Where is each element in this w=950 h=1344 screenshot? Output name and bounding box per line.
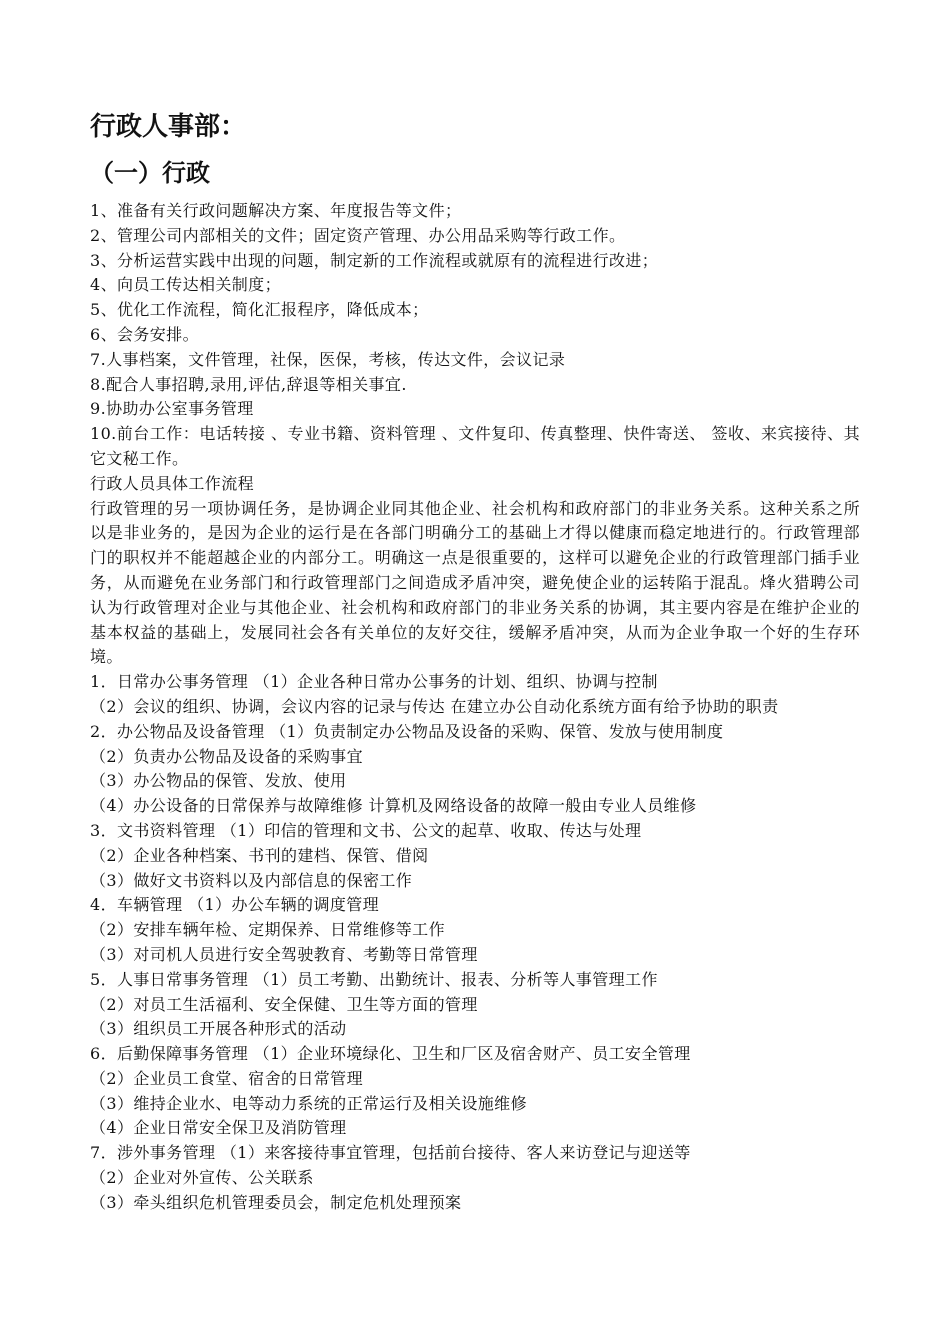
list-item: 8.配合人事招聘,录用,评估,辞退等相关事宜. <box>90 374 407 394</box>
list-item: 1、准备有关行政问题解决方案、年度报告等文件； <box>90 201 462 220</box>
list-item: 2、管理公司内部相关的文件；固定资产管理、办公用品采购等行政工作。 <box>90 225 626 245</box>
list-item: 9.协助办公室事务管理 <box>90 399 254 419</box>
list-item: 1．日常办公事务管理 （1）企业各种日常办公事务的计划、组织、协调与控制 <box>90 672 658 692</box>
list-item: 3．文书资料管理 （1）印信的管理和文书、公文的起草、收取、传达与处理 <box>90 820 642 840</box>
list-item: （2）对员工生活福利、安全保健、卫生等方面的管理 <box>90 994 478 1014</box>
workflow-heading: 行政人员具体工作流程 <box>90 473 255 493</box>
list-item: 10.前台工作：电话转接 、专业书籍、资料管理 、文件复印、传真整理、快件寄送、 签收、来宾接待、其它文秘工作。 <box>90 424 860 468</box>
list-item: （2）安排车辆年检、定期保养、日常维修等工作 <box>90 920 445 940</box>
list-item: 7.人事档案，文件管理，社保，医保，考核，传达文件，会议记录 <box>90 349 566 369</box>
duty-list <box>90 199 860 472</box>
list-item: （3）维持企业水、电等动力系统的正常运行及相关设施维修 <box>90 1093 527 1113</box>
document-title: 行政人事部： <box>90 112 247 142</box>
list-item: （3）办公物品的保管、发放、使用 <box>90 771 347 791</box>
list-item: （4）办公设备的日常保养与故障维修 计算机及网络设备的故障一般由专业人员维修 <box>90 796 697 816</box>
list-item: 5．人事日常事务管理 （1）员工考勤、出勤统计、报表、分析等人事管理工作 <box>90 969 658 989</box>
list-item: （3）对司机人员进行安全驾驶教育、考勤等日常管理 <box>90 944 478 964</box>
workflow-paragraph: 行政管理的另一项协调任务，是协调企业同其他企业、社会机构和政府部门的非业务关系。这种关系之所以是非业务的，是因为企业的运行是在各部门明确分工的基础上才得以健康而稳定地进行的。行政管理部门的职权并不能超越企业的内部分工。明确这一点是很重要的，这样可以避免企业的行政管理部门插手业务，从而避免在业务部门和行政管理部门之间造成矛盾冲突，避免使企业的运转陷于混乱。烽火猎聘公司认为行政管理对企业与其他企业、社会机构和政府部门的非业务关系的协调，其主要内容是在维护企业的基本权益的基础上，发展同社会各有关单位的友好交往，缓解矛盾冲突，从而为企业争取一个好的生存环境。 <box>90 498 860 667</box>
list-item: （2）企业各种档案、书刊的建档、保管、借阅 <box>90 845 429 865</box>
list-item: 4．车辆管理 （1）办公车辆的调度管理 <box>90 895 380 915</box>
list-item: （3）组织员工开展各种形式的活动 <box>90 1019 347 1039</box>
list-item: （2）会议的组织、协调，会议内容的记录与传达 在建立办公自动化系统方面有给予协助的职责 <box>90 696 779 716</box>
list-item: 7．涉外事务管理 （1）来客接待事宜管理，包括前台接待、客人来访登记与迎送等 <box>90 1143 691 1163</box>
list-item: （2）企业员工食堂、宿舍的日常管理 <box>90 1068 363 1088</box>
list-item: （3）做好文书资料以及内部信息的保密工作 <box>90 870 413 890</box>
list-item: 6．后勤保障事务管理 （1）企业环境绿化、卫生和厂区及宿舍财产、员工安全管理 <box>90 1044 691 1064</box>
document-page <box>90 107 860 1216</box>
list-item: （2）负责办公物品及设备的采购事宜 <box>90 746 363 766</box>
list-item: 6、会务安排。 <box>90 324 199 344</box>
list-item: （3）牵头组织危机管理委员会，制定危机处理预案 <box>90 1192 462 1212</box>
task-list <box>90 670 860 1216</box>
list-item: 3、分析运营实践中出现的问题，制定新的工作流程或就原有的流程进行改进； <box>90 250 659 270</box>
list-item: 4、向员工传达相关制度； <box>90 275 281 295</box>
list-item: 2．办公物品及设备管理 （1）负责制定办公物品及设备的采购、保管、发放与使用制度 <box>90 721 724 741</box>
list-item: （2）企业对外宣传、公关联系 <box>90 1168 314 1188</box>
list-item: 5、优化工作流程，简化汇报程序，降低成本； <box>90 300 429 320</box>
section-title: （一）行政 <box>90 159 210 187</box>
list-item: （4）企业日常安全保卫及消防管理 <box>90 1118 347 1138</box>
